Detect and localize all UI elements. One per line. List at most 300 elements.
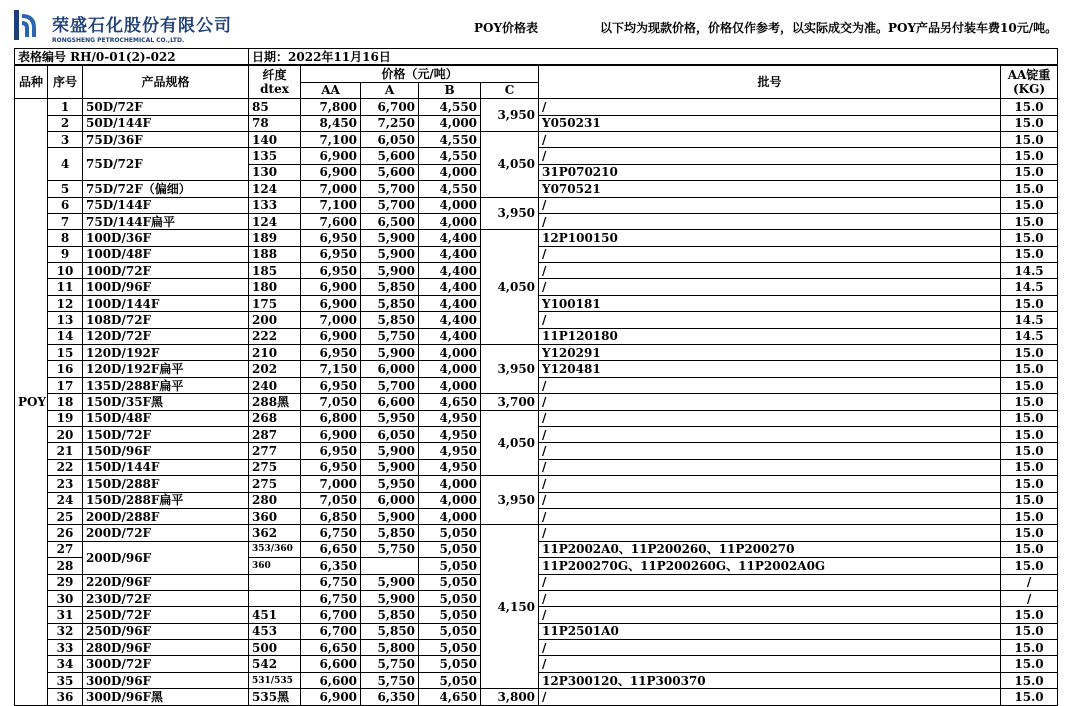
seq-cell: 23: [48, 476, 83, 492]
price-aa-cell: 6,600: [301, 672, 361, 688]
dtex-cell: 180: [249, 279, 301, 295]
price-aa-cell: 6,900: [301, 164, 361, 180]
batch-cell: /: [539, 656, 1001, 672]
seq-cell: 33: [48, 640, 83, 656]
dtex-cell: 135: [249, 148, 301, 164]
spec-cell: 200D/288F: [83, 508, 249, 524]
price-a-cell: 5,850: [361, 623, 419, 639]
spec-cell: 230D/72F: [83, 590, 249, 606]
spec-cell: 150D/72F: [83, 426, 249, 442]
seq-cell: 35: [48, 672, 83, 688]
price-aa-cell: 6,950: [301, 377, 361, 393]
dtex-cell: 240: [249, 377, 301, 393]
company-name-cn: 荣盛石化股份有限公司: [52, 16, 232, 36]
weight-cell: 15.0: [1001, 443, 1058, 459]
price-a-cell: 5,600: [361, 148, 419, 164]
seq-cell: 8: [48, 230, 83, 246]
price-b-cell: 5,050: [419, 590, 481, 606]
weight-cell: 15.0: [1001, 508, 1058, 524]
variety-cell: POY: [15, 99, 48, 705]
price-b-cell: 5,050: [419, 607, 481, 623]
seq-cell: 22: [48, 459, 83, 475]
price-a-cell: [361, 558, 419, 574]
seq-cell: 24: [48, 492, 83, 508]
weight-cell: 15.0: [1001, 246, 1058, 262]
price-b-cell: 4,000: [419, 115, 481, 131]
price-a-cell: 5,750: [361, 541, 419, 557]
batch-cell: /: [539, 508, 1001, 524]
batch-cell: /: [539, 689, 1001, 705]
spec-cell: 75D/36F: [83, 131, 249, 147]
seq-cell: 27: [48, 541, 83, 557]
batch-cell: Y120291: [539, 345, 1001, 361]
weight-cell: 15.0: [1001, 361, 1058, 377]
price-a-cell: 6,050: [361, 426, 419, 442]
batch-cell: /: [539, 525, 1001, 541]
price-c-cell: 3,950: [481, 197, 539, 230]
weight-cell: 15.0: [1001, 295, 1058, 311]
seq-cell: 18: [48, 394, 83, 410]
price-aa-cell: 6,950: [301, 443, 361, 459]
price-b-cell: 5,050: [419, 541, 481, 557]
price-b-cell: 4,000: [419, 197, 481, 213]
batch-cell: 11P200270G、11P200260G、11P2002A0G: [539, 558, 1001, 574]
price-b-cell: 5,050: [419, 558, 481, 574]
price-a-cell: 5,750: [361, 672, 419, 688]
price-b-cell: 4,400: [419, 312, 481, 328]
price-a-cell: 5,850: [361, 279, 419, 295]
table-date: 日期：2022年11月16日: [249, 49, 1058, 66]
spec-cell: 150D/48F: [83, 410, 249, 426]
spec-cell: 150D/96F: [83, 443, 249, 459]
spec-cell: 150D/288F: [83, 476, 249, 492]
table-row: [15, 476, 1058, 492]
seq-cell: 21: [48, 443, 83, 459]
table-row: [15, 131, 1058, 147]
price-aa-cell: 7,100: [301, 197, 361, 213]
dtex-cell: 277: [249, 443, 301, 459]
spec-cell: 100D/96F: [83, 279, 249, 295]
batch-cell: 11P2002A0、11P200260、11P200270: [539, 541, 1001, 557]
table-row: [15, 99, 1058, 115]
seq-cell: 30: [48, 590, 83, 606]
price-a-cell: 6,050: [361, 131, 419, 147]
spec-cell: 135D/288F扁平: [83, 377, 249, 393]
price-a-cell: 5,800: [361, 640, 419, 656]
seq-cell: 26: [48, 525, 83, 541]
price-c-cell: 4,050: [481, 230, 539, 345]
table-row: [15, 345, 1058, 361]
seq-cell: 29: [48, 574, 83, 590]
weight-cell: 15.0: [1001, 689, 1058, 705]
weight-cell: /: [1001, 574, 1058, 590]
dtex-cell: 188: [249, 246, 301, 262]
weight-cell: 15.0: [1001, 541, 1058, 557]
weight-cell: 15.0: [1001, 426, 1058, 442]
price-c-cell: 4,150: [481, 525, 539, 689]
batch-cell: /: [539, 131, 1001, 147]
weight-cell: 14.5: [1001, 312, 1058, 328]
dtex-cell: 222: [249, 328, 301, 344]
spec-cell: 280D/96F: [83, 640, 249, 656]
dtex-cell: 542: [249, 656, 301, 672]
batch-cell: /: [539, 148, 1001, 164]
spec-cell: 200D/96F: [83, 541, 249, 574]
weight-cell: 15.0: [1001, 607, 1058, 623]
weight-cell: 15.0: [1001, 558, 1058, 574]
batch-cell: 31P070210: [539, 164, 1001, 180]
price-b-cell: 5,050: [419, 640, 481, 656]
price-c-cell: 4,050: [481, 410, 539, 476]
weight-cell: 15.0: [1001, 181, 1058, 197]
price-a-cell: 5,900: [361, 263, 419, 279]
weight-cell: 15.0: [1001, 394, 1058, 410]
price-aa-cell: 6,350: [301, 558, 361, 574]
dtex-cell: 280: [249, 492, 301, 508]
col-variety: 品种: [15, 65, 48, 98]
spec-cell: 300D/72F: [83, 656, 249, 672]
dtex-cell: 175: [249, 295, 301, 311]
dtex-cell: [249, 574, 301, 590]
price-a-cell: 5,900: [361, 443, 419, 459]
price-c-cell: 4,050: [481, 131, 539, 197]
spec-cell: 100D/48F: [83, 246, 249, 262]
price-aa-cell: 6,700: [301, 607, 361, 623]
price-c-cell: 3,950: [481, 99, 539, 132]
price-aa-cell: 6,900: [301, 295, 361, 311]
seq-cell: 20: [48, 426, 83, 442]
batch-cell: /: [539, 640, 1001, 656]
price-b-cell: 4,950: [419, 426, 481, 442]
seq-cell: 14: [48, 328, 83, 344]
price-c-cell: 3,700: [481, 394, 539, 410]
price-b-cell: 4,550: [419, 99, 481, 115]
price-a-cell: 6,350: [361, 689, 419, 705]
price-a-cell: 5,950: [361, 476, 419, 492]
dtex-cell: 124: [249, 213, 301, 229]
dtex-cell: 288黑: [249, 394, 301, 410]
batch-cell: /: [539, 607, 1001, 623]
dtex-cell: 360: [249, 508, 301, 524]
weight-cell: 15.0: [1001, 345, 1058, 361]
price-aa-cell: 6,600: [301, 656, 361, 672]
seq-cell: 4: [48, 148, 83, 181]
spec-cell: 300D/96F: [83, 672, 249, 688]
price-a-cell: 5,700: [361, 377, 419, 393]
col-fineness: [249, 65, 301, 98]
col-spec: 产品规格: [83, 65, 249, 98]
dtex-cell: 85: [249, 99, 301, 115]
price-b-cell: 4,000: [419, 345, 481, 361]
weight-cell: /: [1001, 590, 1058, 606]
price-a-cell: 5,850: [361, 525, 419, 541]
weight-cell: 15.0: [1001, 492, 1058, 508]
dtex-cell: 78: [249, 115, 301, 131]
price-aa-cell: 7,600: [301, 213, 361, 229]
col-aa: AA: [301, 82, 361, 98]
dtex-cell: 287: [249, 426, 301, 442]
col-weight-label: AA锭重: [1007, 68, 1051, 83]
price-aa-cell: 6,950: [301, 345, 361, 361]
col-a: A: [361, 82, 419, 98]
price-aa-cell: 6,900: [301, 148, 361, 164]
price-aa-cell: 7,100: [301, 131, 361, 147]
batch-cell: /: [539, 246, 1001, 262]
dtex-cell: 453: [249, 623, 301, 639]
batch-cell: /: [539, 492, 1001, 508]
price-a-cell: 5,850: [361, 607, 419, 623]
form-number: 表格编号 RH/0-01(2)-022: [15, 49, 249, 66]
price-b-cell: 4,000: [419, 492, 481, 508]
price-aa-cell: 6,700: [301, 623, 361, 639]
batch-cell: /: [539, 476, 1001, 492]
weight-cell: 15.0: [1001, 131, 1058, 147]
batch-cell: /: [539, 279, 1001, 295]
price-a-cell: 5,600: [361, 164, 419, 180]
seq-cell: 36: [48, 689, 83, 705]
spec-cell: 75D/72F: [83, 148, 249, 181]
price-aa-cell: 6,950: [301, 263, 361, 279]
price-a-cell: 5,900: [361, 590, 419, 606]
price-table: [14, 48, 1058, 706]
seq-cell: 16: [48, 361, 83, 377]
weight-cell: 15.0: [1001, 148, 1058, 164]
table-row: [15, 394, 1058, 410]
dtex-cell: 200: [249, 312, 301, 328]
col-weight-unit: (KG): [1013, 82, 1046, 97]
col-weight: [1001, 65, 1058, 98]
price-notice: 以下均为现款价格，价格仅作参考，以实际成交为准。POY产品另付装车费10元/吨。: [600, 21, 1058, 35]
seq-cell: 1: [48, 99, 83, 115]
spec-cell: 50D/144F: [83, 115, 249, 131]
seq-cell: 7: [48, 213, 83, 229]
dtex-cell: 451: [249, 607, 301, 623]
weight-cell: 15.0: [1001, 410, 1058, 426]
batch-cell: /: [539, 443, 1001, 459]
price-a-cell: 5,700: [361, 197, 419, 213]
col-price: 价格（元/吨）: [301, 65, 539, 82]
price-aa-cell: 6,950: [301, 230, 361, 246]
batch-cell: /: [539, 574, 1001, 590]
dtex-cell: 133: [249, 197, 301, 213]
price-a-cell: 6,700: [361, 99, 419, 115]
seq-cell: 10: [48, 263, 83, 279]
weight-cell: 14.5: [1001, 279, 1058, 295]
seq-cell: 15: [48, 345, 83, 361]
batch-cell: /: [539, 590, 1001, 606]
price-b-cell: 5,050: [419, 525, 481, 541]
weight-cell: 15.0: [1001, 656, 1058, 672]
price-a-cell: 7,250: [361, 115, 419, 131]
price-aa-cell: 6,900: [301, 689, 361, 705]
price-c-cell: 3,950: [481, 345, 539, 394]
seq-cell: 11: [48, 279, 83, 295]
price-b-cell: 4,000: [419, 213, 481, 229]
spec-cell: 120D/192F扁平: [83, 361, 249, 377]
price-a-cell: 5,900: [361, 230, 419, 246]
seq-cell: 25: [48, 508, 83, 524]
spec-cell: 250D/96F: [83, 623, 249, 639]
dtex-cell: 185: [249, 263, 301, 279]
page-title: POY价格表: [474, 21, 539, 35]
dtex-cell: 210: [249, 345, 301, 361]
col-seq: 序号: [48, 65, 83, 98]
spec-cell: 250D/72F: [83, 607, 249, 623]
batch-cell: /: [539, 197, 1001, 213]
batch-cell: /: [539, 99, 1001, 115]
weight-cell: 15.0: [1001, 525, 1058, 541]
batch-cell: /: [539, 213, 1001, 229]
col-batch: 批号: [539, 65, 1001, 98]
price-b-cell: 4,400: [419, 263, 481, 279]
spec-cell: 200D/72F: [83, 525, 249, 541]
price-a-cell: 5,900: [361, 246, 419, 262]
price-b-cell: 4,000: [419, 377, 481, 393]
price-aa-cell: 6,750: [301, 525, 361, 541]
price-a-cell: 5,750: [361, 656, 419, 672]
batch-cell: /: [539, 394, 1001, 410]
dtex-cell: 275: [249, 476, 301, 492]
price-c-cell: 3,950: [481, 476, 539, 525]
company-logo: [14, 10, 42, 40]
price-b-cell: 4,950: [419, 410, 481, 426]
price-b-cell: 4,550: [419, 148, 481, 164]
price-aa-cell: 7,050: [301, 492, 361, 508]
price-b-cell: 4,400: [419, 279, 481, 295]
batch-cell: /: [539, 263, 1001, 279]
price-a-cell: 6,500: [361, 213, 419, 229]
price-a-cell: 5,900: [361, 508, 419, 524]
seq-cell: 3: [48, 131, 83, 147]
weight-cell: 15.0: [1001, 476, 1058, 492]
price-b-cell: 5,050: [419, 623, 481, 639]
spec-cell: 50D/72F: [83, 99, 249, 115]
dtex-cell: 500: [249, 640, 301, 656]
batch-cell: /: [539, 312, 1001, 328]
spec-cell: 100D/36F: [83, 230, 249, 246]
weight-cell: 15.0: [1001, 213, 1058, 229]
price-b-cell: 5,050: [419, 574, 481, 590]
price-aa-cell: 6,900: [301, 328, 361, 344]
dtex-cell: 353/360: [249, 541, 301, 557]
price-aa-cell: 7,000: [301, 312, 361, 328]
price-aa-cell: 7,050: [301, 394, 361, 410]
price-aa-cell: 6,850: [301, 508, 361, 524]
seq-cell: 12: [48, 295, 83, 311]
table-row: [15, 525, 1058, 541]
price-b-cell: 4,400: [419, 230, 481, 246]
seq-cell: 31: [48, 607, 83, 623]
spec-cell: 150D/35F黑: [83, 394, 249, 410]
price-a-cell: 5,950: [361, 410, 419, 426]
weight-cell: 15.0: [1001, 197, 1058, 213]
price-a-cell: 6,000: [361, 492, 419, 508]
seq-cell: 2: [48, 115, 83, 131]
price-a-cell: 6,000: [361, 361, 419, 377]
batch-cell: 11P120180: [539, 328, 1001, 344]
batch-cell: /: [539, 426, 1001, 442]
table-row: [15, 410, 1058, 426]
batch-cell: /: [539, 410, 1001, 426]
batch-cell: /: [539, 459, 1001, 475]
price-aa-cell: 6,750: [301, 590, 361, 606]
price-a-cell: 5,900: [361, 574, 419, 590]
weight-cell: 15.0: [1001, 230, 1058, 246]
price-b-cell: 4,000: [419, 361, 481, 377]
price-b-cell: 4,550: [419, 131, 481, 147]
dtex-cell: 130: [249, 164, 301, 180]
spec-cell: 300D/96F黑: [83, 689, 249, 705]
price-aa-cell: 7,800: [301, 99, 361, 115]
price-b-cell: 5,050: [419, 672, 481, 688]
spec-cell: 120D/192F: [83, 345, 249, 361]
price-aa-cell: 6,950: [301, 459, 361, 475]
price-b-cell: 4,400: [419, 328, 481, 344]
price-aa-cell: 7,000: [301, 181, 361, 197]
price-b-cell: 4,400: [419, 246, 481, 262]
spec-cell: 150D/288F扁平: [83, 492, 249, 508]
price-aa-cell: 6,900: [301, 426, 361, 442]
batch-cell: 12P300120、11P300370: [539, 672, 1001, 688]
dtex-cell: 360: [249, 558, 301, 574]
company-name-en: RONGSHENG PETROCHEMICAL CO.,LTD.: [52, 37, 185, 44]
price-b-cell: 4,950: [419, 459, 481, 475]
price-b-cell: 4,650: [419, 689, 481, 705]
price-aa-cell: 6,800: [301, 410, 361, 426]
seq-cell: 6: [48, 197, 83, 213]
weight-cell: 15.0: [1001, 377, 1058, 393]
table-row: [15, 230, 1058, 246]
price-a-cell: 5,900: [361, 459, 419, 475]
price-a-cell: 5,850: [361, 312, 419, 328]
weight-cell: 15.0: [1001, 672, 1058, 688]
weight-cell: 15.0: [1001, 459, 1058, 475]
price-b-cell: 4,400: [419, 295, 481, 311]
weight-cell: 15.0: [1001, 640, 1058, 656]
table-body: [15, 99, 1058, 705]
price-c-cell: 3,800: [481, 689, 539, 705]
spec-cell: 108D/72F: [83, 312, 249, 328]
col-c: C: [481, 82, 539, 98]
price-b-cell: 4,000: [419, 476, 481, 492]
dtex-cell: 362: [249, 525, 301, 541]
dtex-cell: 140: [249, 131, 301, 147]
weight-cell: 15.0: [1001, 115, 1058, 131]
spec-cell: 100D/72F: [83, 263, 249, 279]
dtex-cell: 535黑: [249, 689, 301, 705]
price-aa-cell: 6,650: [301, 541, 361, 557]
spec-cell: 75D/144F扁平: [83, 213, 249, 229]
price-aa-cell: 6,950: [301, 246, 361, 262]
price-aa-cell: 8,450: [301, 115, 361, 131]
spec-cell: 75D/144F: [83, 197, 249, 213]
batch-cell: Y100181: [539, 295, 1001, 311]
price-a-cell: 6,600: [361, 394, 419, 410]
seq-cell: 5: [48, 181, 83, 197]
price-b-cell: 4,650: [419, 394, 481, 410]
price-aa-cell: 6,750: [301, 574, 361, 590]
dtex-cell: 124: [249, 181, 301, 197]
batch-cell: Y070521: [539, 181, 1001, 197]
price-a-cell: 5,750: [361, 328, 419, 344]
dtex-cell: 531/535: [249, 672, 301, 688]
batch-cell: /: [539, 377, 1001, 393]
price-b-cell: 4,000: [419, 164, 481, 180]
weight-cell: 15.0: [1001, 99, 1058, 115]
weight-cell: 15.0: [1001, 164, 1058, 180]
seq-cell: 32: [48, 623, 83, 639]
price-aa-cell: 6,900: [301, 279, 361, 295]
